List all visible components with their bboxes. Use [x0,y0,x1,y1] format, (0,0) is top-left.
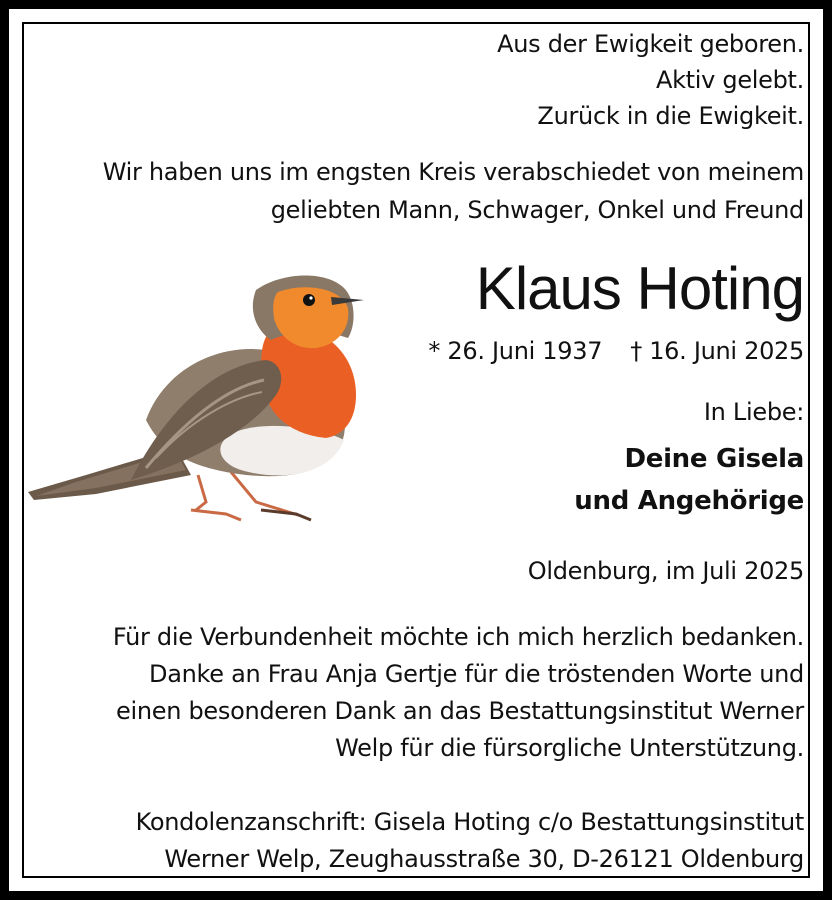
thanks-text [113,619,804,767]
motto-line: Aktiv gelebt. [655,66,804,94]
intro-line: geliebten Mann, Schwager, Onkel und Freund [270,196,804,224]
birth-date: * 26. Juni 1937 [428,337,603,365]
life-dates [428,334,804,368]
motto-line: Zurück in die Ewigkeit. [537,102,804,130]
in-love-label: In Liebe: [703,398,804,426]
thanks-line: Welp für die fürsorgliche Unterstützung. [335,734,804,762]
death-date: † 16. Juni 2025 [630,337,804,365]
intro-line: Wir haben uns im engsten Kreis verabschiedet von meinem [102,158,804,186]
robin-bird-illustration [26,270,366,530]
mourner-line: und Angehörige [574,486,804,516]
intro-text [103,153,804,229]
mourner-line: Deine Gisela [624,444,804,474]
address-line: Werner Welp, Zeughausstraße 30, D-26121 Oldenburg [164,845,804,873]
deceased-name: Klaus Hoting [475,255,804,322]
thanks-line: Danke an Frau Anja Gertje für die tröstenden Worte und [149,660,804,688]
address-line: Kondolenzanschrift: Gisela Hoting c/o Bestattungsinstitut [135,808,804,836]
thanks-line: einen besonderen Dank an das Bestattungsinstitut Werner [116,697,804,725]
motto-line: Aus der Ewigkeit geboren. [497,30,804,58]
mourner-names [574,438,804,522]
thanks-line: Für die Verbundenheit möchte ich mich herzlich bedanken. [112,623,804,651]
motto [497,26,804,134]
place-date: Oldenburg, im Juli 2025 [527,557,804,585]
condolence-address [136,804,804,878]
